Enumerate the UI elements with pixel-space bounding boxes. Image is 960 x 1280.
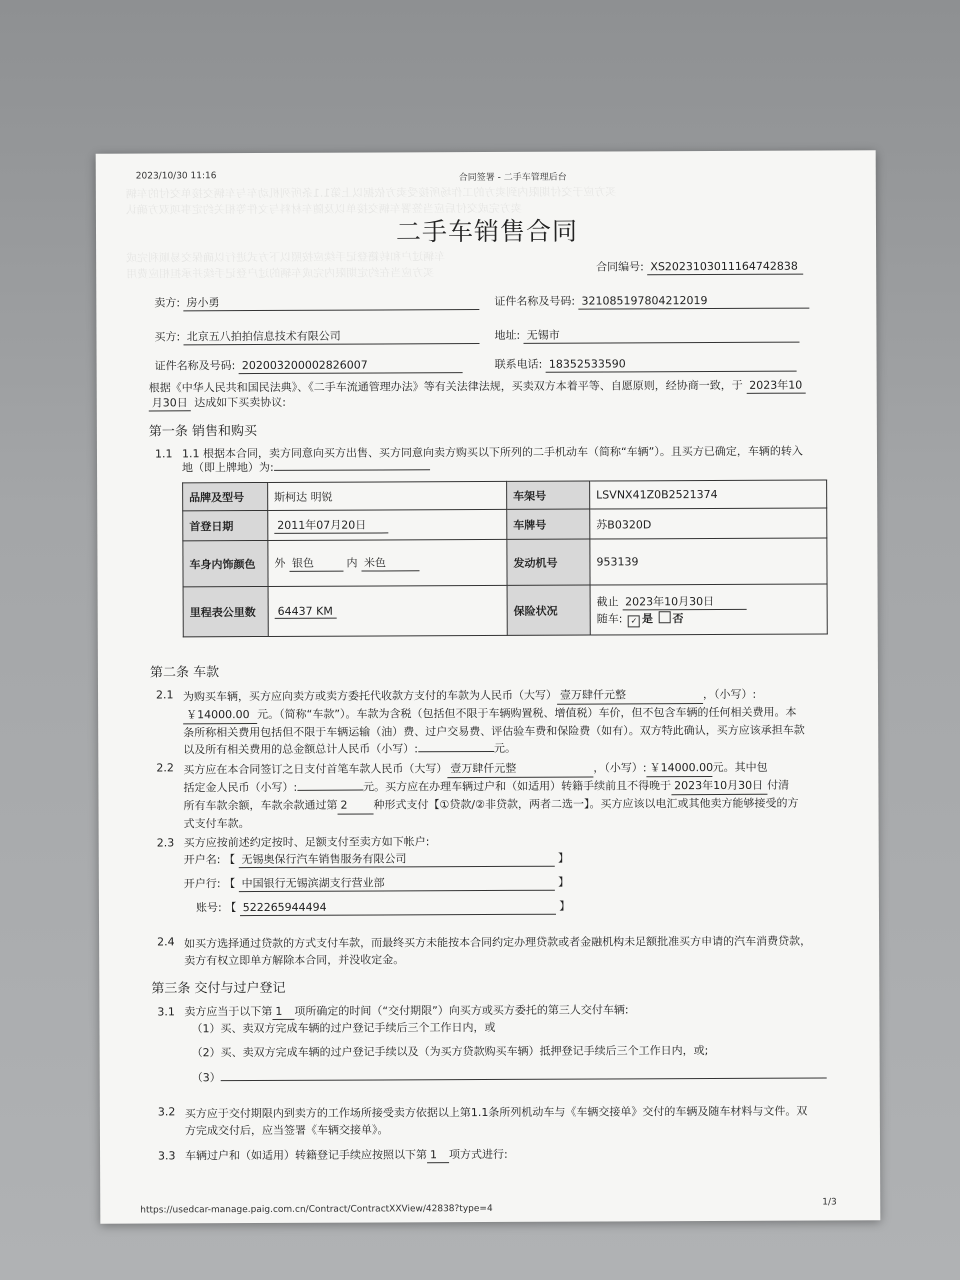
exterior-color: 银色 [289, 555, 343, 572]
print-site-title: 合同签署 - 二手车管理后台 [458, 172, 567, 184]
seller-name: 房小勇 [184, 295, 480, 311]
footer-url: https://usedcar-manage.paig.com.cn/Contract/ContractXXView/42838?type=4 [140, 1203, 493, 1216]
phone-row: 联系电话: 18352533590 [495, 357, 797, 373]
bank-name: 中国银行无锡滨湖支行营业部 [239, 876, 555, 892]
account-number-row: 账号: 【 522265944494 】 [195, 899, 571, 915]
clause-2-1: 为购买车辆，买方应向卖方或卖方委托代收款方支付的车款为人民币（大写） 壹万肆仟元整 ，（小写）: ￥14000.00 元。（简称“车款”）。车款为含税（包括但不限于车辆购置税、增值税）车价，但不包含车辆的任何相关费用。本 条所称相关费用包括但不限于车辆运输（油）费、过户交易费、评估验车费和保险费（如有）。双方特此确认，买方应该承担车款 以及所有相关费用的总金额总计人民币（小写）: 元。 [183, 687, 805, 757]
vehicle-info-table: 品牌及型号 斯柯达 明锐 车架号 LSVNX41Z0B2521374 首登日期 2011年07月20日 车牌号 苏B0320D 车身内饰颜色 外 银色 内 米色 发动机号 953139 里程表公里数 64437 KM 保险状况 截止 2023年10月30日 随车: ✓ 是 否 [182, 480, 828, 638]
engine-number: 953139 [590, 538, 827, 585]
delivery-option-2: （2）买、卖双方完成车辆的过户登记手续以及（为买方贷款购买车辆）抵押登记手续后三个工作日内，或; [191, 1044, 709, 1060]
seller-id-row: 证件名称及号码: 321085197804212019 [494, 294, 809, 310]
address-value: 无锡市 [524, 328, 800, 344]
account-name-row: 开户名: 【 无锡奥保行汽车销售服务有限公司 】 [183, 851, 569, 867]
article-1-title: 第一条 销售和购买 [148, 424, 258, 440]
article-3-title: 第三条 交付与过户登记 [151, 980, 286, 997]
account-name: 无锡奥保行汽车销售服务有限公司 [238, 852, 554, 868]
article-2-title: 第二条 车款 [149, 665, 220, 681]
document-title: 二手车销售合同 [395, 216, 579, 247]
clause-3-2: 买方应于交付期限内到卖方的工作场所接受卖方依据以上第1.1条所列机动车与《车辆交接单》交付的车辆及随车材料与文件。双 方完成交付后，应当签署《车辆交接单》。 [184, 1104, 808, 1138]
bank-row: 开户行: 【 中国银行无锡滨湖支行营业部 】 [183, 875, 570, 891]
vehicle-vin: LSVNX41Z0B2521374 [590, 480, 827, 509]
preamble: 根据《中华人民共和国民法典》、《二手车流通管理办法》等有关法律法规，买卖双方本着平等、自愿原则，经协商一致，于 2023年10 月30日 达成如下买卖协议: [149, 378, 839, 411]
contract-page: 买方应于交付期限内到卖方的工作场所接受卖方依据以上第1.1条所列机动车与车辆交接单交付的车辆 卖方完成交付后应当签署车辆交接单以及随车材料与文件等相关约定事项双方确认 车辆过户和转籍登记手续应按照以下方式进行以确保交易顺利完成 买方应当在约定期限内完成车辆的过户登记手续并承担相应费用 2023/10/30 11:16 合同签署 - 二手车管理后台 二手车销售合同 合同编号: XS2023103011164742838 卖方: 房小勇 证件名称及号码: 321085197804212019 买方: 北京五八拍拍信息技术有限公司 地址: 无锡市 证件名称及号码: 202003200002826007 联系电话: 18352533590 根据《中华人民共和国民法典》、《二手车流通管理办法》等有关法律法规，买卖双方本着平等、自愿原则，经协商一致，于 2023年10 月30日 达成如下买卖协议: 第一条 销售和购买 1.1 1.1 根据本合同，卖方同意向买方出售、买方同意向卖方购买以下所列的二手机动车（简称“车辆”）。且买方已确定，车辆的转入 地（即上牌地）为: 品牌及型号 斯柯达 明锐 车架号 LSVNX41Z0B2521374 首登日期 2011年07月20日 车牌号 苏B0320D 车身内饰颜色 外 银色 内 米色 发动机号 953139 里程表公里数 64437 KM 保险状况 截止 2023年10月30日 随车: ✓ 是 否 第二条 车款 2.1 为购买车辆，买方应向卖方或卖方委托代收款方支付的车款为人民币（大写） 壹万肆仟元整 ，（小写）: ￥14000.00 元。（简称“车款”）。车款为含税（包括但不限于车辆购置税、增值税）车价，但不包含车辆的任何相关费用。本 条所称相关费用包括但不限于车辆运输（油）费、过户交易费、评估验车费和保险费（如有）。双方特此确认，买方应该承担车款 以及所有相关费用的总金额总计人民币（小写）: 元。 2.2 买方应在本合同签订之日支付首笔车款人民币（大写） 壹万肆仟元整 ，（小写）: ￥14000.00元。其中包 括定金人民币（小写）: 元。买方应在办理车辆过户和（如适用）转籍手续前且不得晚于 2023年10月30日 付清 所有车款余额，车款余款通过第 2 种形式支付【①贷款/②非贷款，两者二选一】。买方应该以电汇或其他卖方能够接受的方 式支付车款。 2.3 买方应按前述约定按时、足额支付至卖方如下帐户: 开户名: 【 无锡奥保行汽车销售服务有限公司 】 开户行: 【 中国银行无锡滨湖支行营业部 】 账号: 【 522265944494 】 2.4 如买方选择通过贷款的方式支付车款，而最终买方未能按本合同约定办理贷款或者金融机构未足额批准买方申请的汽车消费贷款， 卖方有权立即单方解除本合同，并没收定金。 第三条 交付与过户登记 3.1 卖方应当于以下第 1 项所确定的时间（“交付期限”）向买方或买方委托的第三人交付车辆: （1）买、卖双方完成车辆的过户登记手续后三个工作日内，或 （2）买、卖双方完成车辆的过户登记手续以及（为买方贷款购买车辆）抵押登记手续后三个工作日内，或; （3） 3.2 买方应于交付期限内到卖方的工作场所接受卖方依据以上第1.1条所列机动车与《车辆交接单》交付的车辆及随车材料与文件。双 方完成交付后，应当签署《车辆交接单》。 3.3 车辆过户和（如适用）转籍登记手续应按照以下第 1 项方式进行: https://usedcar-manage.paig.com.cn/Contract/ContractXXView/42838?type=4 1/3 [96, 150, 881, 1223]
account-number: 522265944494 [240, 900, 556, 916]
license-plate: 苏B0320D [590, 508, 827, 539]
vehicle-brand: 斯柯达 明锐 [268, 481, 507, 510]
page-number: 1/3 [822, 1197, 837, 1208]
buyer-name: 北京五八拍拍信息技术有限公司 [184, 329, 480, 345]
seller-row: 卖方: 房小勇 [154, 295, 479, 311]
clause-1-1: 1.1 根据本合同，卖方同意向买方出售、买方同意向卖方购买以下所列的二手机动车（简称“车辆”）。且买方已确定，车辆的转入 地（即上牌地）为: [181, 444, 803, 475]
buyer-id-row: 证件名称及号码: 202003200002826007 [155, 358, 463, 374]
delivery-option-1: （1）买、卖双方完成车辆的过户登记手续后三个工作日内，或 [191, 1020, 496, 1036]
first-registration-date: 2011年07月20日 [274, 516, 388, 533]
odometer-reading: 64437 KM [275, 604, 337, 618]
interior-color: 米色 [361, 554, 419, 571]
insurance-expiry: 2023年10月30日 [622, 592, 746, 610]
clause-2-2: 买方应在本合同签订之日支付首笔车款人民币（大写） 壹万肆仟元整 ，（小写）: ￥14000.00元。其中包 括定金人民币（小写）: 元。买方应在办理车辆过户和（如适用）转籍手续前且不得晚于 2023年10月30日 付清 所有车款余额，车款余款通过第 2 种形式支付【①贷款/②非贷款，两者二选一】。买方应该以电汇或其他卖方能够接受的方 式支付车款。 [183, 760, 799, 831]
delivery-option-3: （3） [192, 1069, 827, 1086]
contract-number: 合同编号: XS2023103011164742838 [596, 260, 803, 276]
clause-2-4: 如买方选择通过贷款的方式支付车款，而最终买方未能按本合同约定办理贷款或者金融机构未足额批准买方申请的汽车消费贷款， 卖方有权立即单方解除本合同，并没收定金。 [184, 934, 812, 968]
clause-2-3: 买方应按前述约定按时、足额支付至卖方如下帐户: [183, 835, 430, 850]
seller-id: 321085197804212019 [579, 294, 810, 310]
checkbox-checked-icon: ✓ [628, 615, 640, 627]
clause-3-1: 卖方应当于以下第 1 项所确定的时间（“交付期限”）向买方或买方委托的第三人交付车辆: [184, 1003, 629, 1019]
buyer-id: 202003200002826007 [239, 358, 463, 374]
address-row: 地址: 无锡市 [494, 328, 799, 344]
print-datetime: 2023/10/30 11:16 [135, 171, 217, 182]
clause-3-3: 车辆过户和（如适用）转籍登记手续应按照以下第 1 项方式进行: [185, 1147, 508, 1163]
phone-value: 18352533590 [546, 357, 797, 373]
buyer-row: 买方: 北京五八拍拍信息技术有限公司 [154, 329, 479, 345]
checkbox-empty-icon [658, 611, 670, 623]
